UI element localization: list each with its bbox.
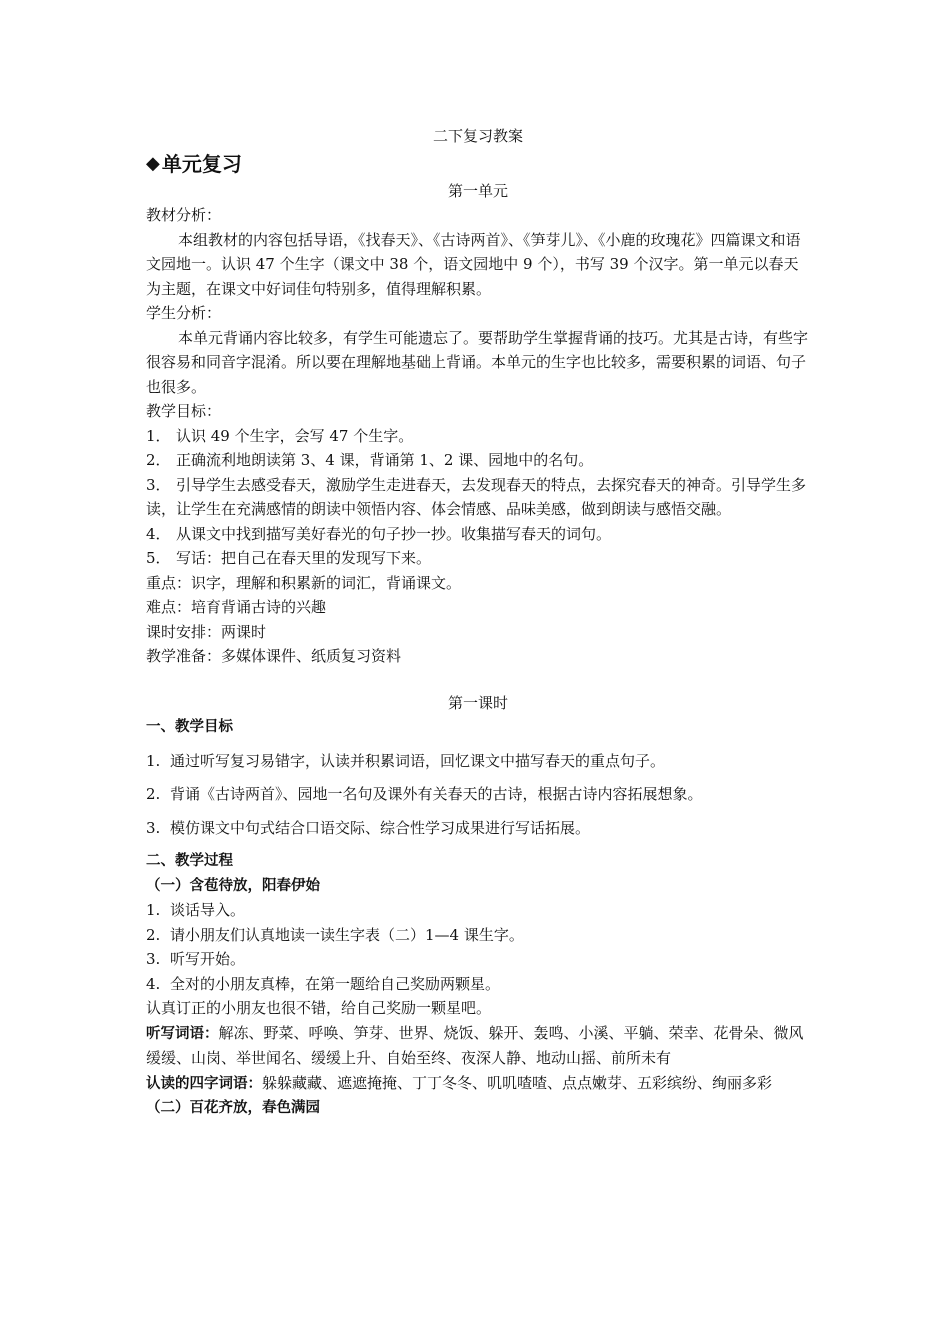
material-analysis-text: 本组教材的内容包括导语，《找春天》、《古诗两首》、《笋芽儿》、《小鹿的玫瑰花》四篇课文和语文园地一。认识 47 个生字（课文中 38 个，语文园地中 9 个），书写 39 个汉字。第一单元以春天为主题，在课文中好词佳句特别多，值得理解积累。 — [146, 230, 801, 298]
lesson-goal-item: 2. 背诵《古诗两首》、园地一名句及课外有关春天的古诗，根据古诗内容拓展想象。 — [146, 785, 703, 803]
diamond-bullet-icon: ◆ — [146, 152, 160, 174]
step-item: 3. 听写开始。 — [146, 950, 246, 968]
document-page — [146, 124, 810, 1121]
lesson-goal-item: 1. 通过听写复习易错字，认读并积累词语，回忆课文中描写春天的重点句子。 — [146, 751, 666, 770]
dictation-label: 听写词语： — [146, 1025, 219, 1042]
step-item: 1. 谈话导入。 — [146, 901, 246, 919]
section-heading-text: 单元复习 — [161, 151, 242, 176]
goal-item: 2． 正确流利地朗读第 3、4 课，背诵第 1、2 课、园地中的名句。 — [146, 451, 594, 469]
goal-item: 4． 从课文中找到描写美好春光的句子抄一抄。收集描写春天的词句。 — [146, 524, 612, 543]
lesson-goals-heading: 一、教学目标 — [146, 719, 233, 735]
goal-item: 1． 认识 49 个生字，会写 47 个生字。 — [146, 426, 414, 445]
dictation-words — [146, 1021, 810, 1071]
lesson-goal-item: 3. 模仿课文中句式结合口语交际、综合性学习成果进行写话拓展。 — [146, 818, 591, 837]
student-analysis-text: 本单元背诵内容比较多，有学生可能遗忘了。要帮助学生掌握背诵的技巧。尤其是古诗，有些字很容易和同音字混淆。所以要在理解地基础上背诵。本单元的生字也比较多，需要积累的词语、句子也很多。 — [146, 328, 809, 396]
step-item: 4. 全对的小朋友真棒，在第一题给自己奖励两颗星。 — [146, 974, 501, 993]
goal-item: 5． 写话：把自己在春天里的发现写下来。 — [146, 549, 432, 567]
unit-title: 第一单元 — [447, 181, 508, 200]
correction-note: 认真订正的小朋友也很不错，给自己奖励一颗星吧。 — [146, 999, 492, 1017]
student-analysis-label: 学生分析： — [146, 304, 222, 322]
reading-label: 认读的四字词语： — [146, 1075, 262, 1092]
reading-words-text: 躲躲藏藏、遮遮掩掩、丁丁冬冬、叽叽喳喳、点点嫩芽、五彩缤纷、绚丽多彩 — [262, 1073, 773, 1092]
goal-item: 3． 引导学生去感受春天，激励学生走进春天，去发现春天的特点，去探究春天的神奇。引导学生多读，让学生在充满感情的朗读中领悟内容、体会情感、品味美感，做到朗读与感悟交融。 — [146, 475, 807, 518]
part2-heading: （二）百花齐放，春色满园 — [146, 1100, 320, 1116]
dictation-words-text: 解冻、野菜、呼唤、笋芽、世界、烧饭、躲开、轰鸣、小溪、平躺、荣幸、花骨朵、微风缓缓、山岗、举世闻名、缓缓上升、自始至终、夜深人静、地动山摇、前所未有 — [146, 1023, 804, 1067]
spacer — [146, 669, 810, 691]
document-title: 二下复习教案 — [432, 127, 523, 145]
step-item: 2. 请小朋友们认真地读一读生字表（二）1—4 课生字。 — [146, 925, 524, 944]
preparation: 教学准备：多媒体课件、纸质复习资料 — [146, 647, 402, 665]
teaching-goals-label: 教学目标： — [146, 402, 222, 420]
key-point: 重点：识字，理解和积累新的词汇，背诵课文。 — [146, 573, 462, 592]
difficulty: 难点：培育背诵古诗的兴趣 — [146, 598, 327, 616]
section-heading — [146, 149, 810, 179]
process-heading: 二、教学过程 — [146, 853, 233, 869]
material-analysis-label: 教材分析： — [146, 206, 222, 224]
reading-words — [146, 1071, 810, 1097]
schedule: 课时安排：两课时 — [146, 622, 267, 641]
part1-heading: （一）含苞待放，阳春伊始 — [146, 877, 320, 894]
lesson-title: 第一课时 — [447, 693, 508, 712]
